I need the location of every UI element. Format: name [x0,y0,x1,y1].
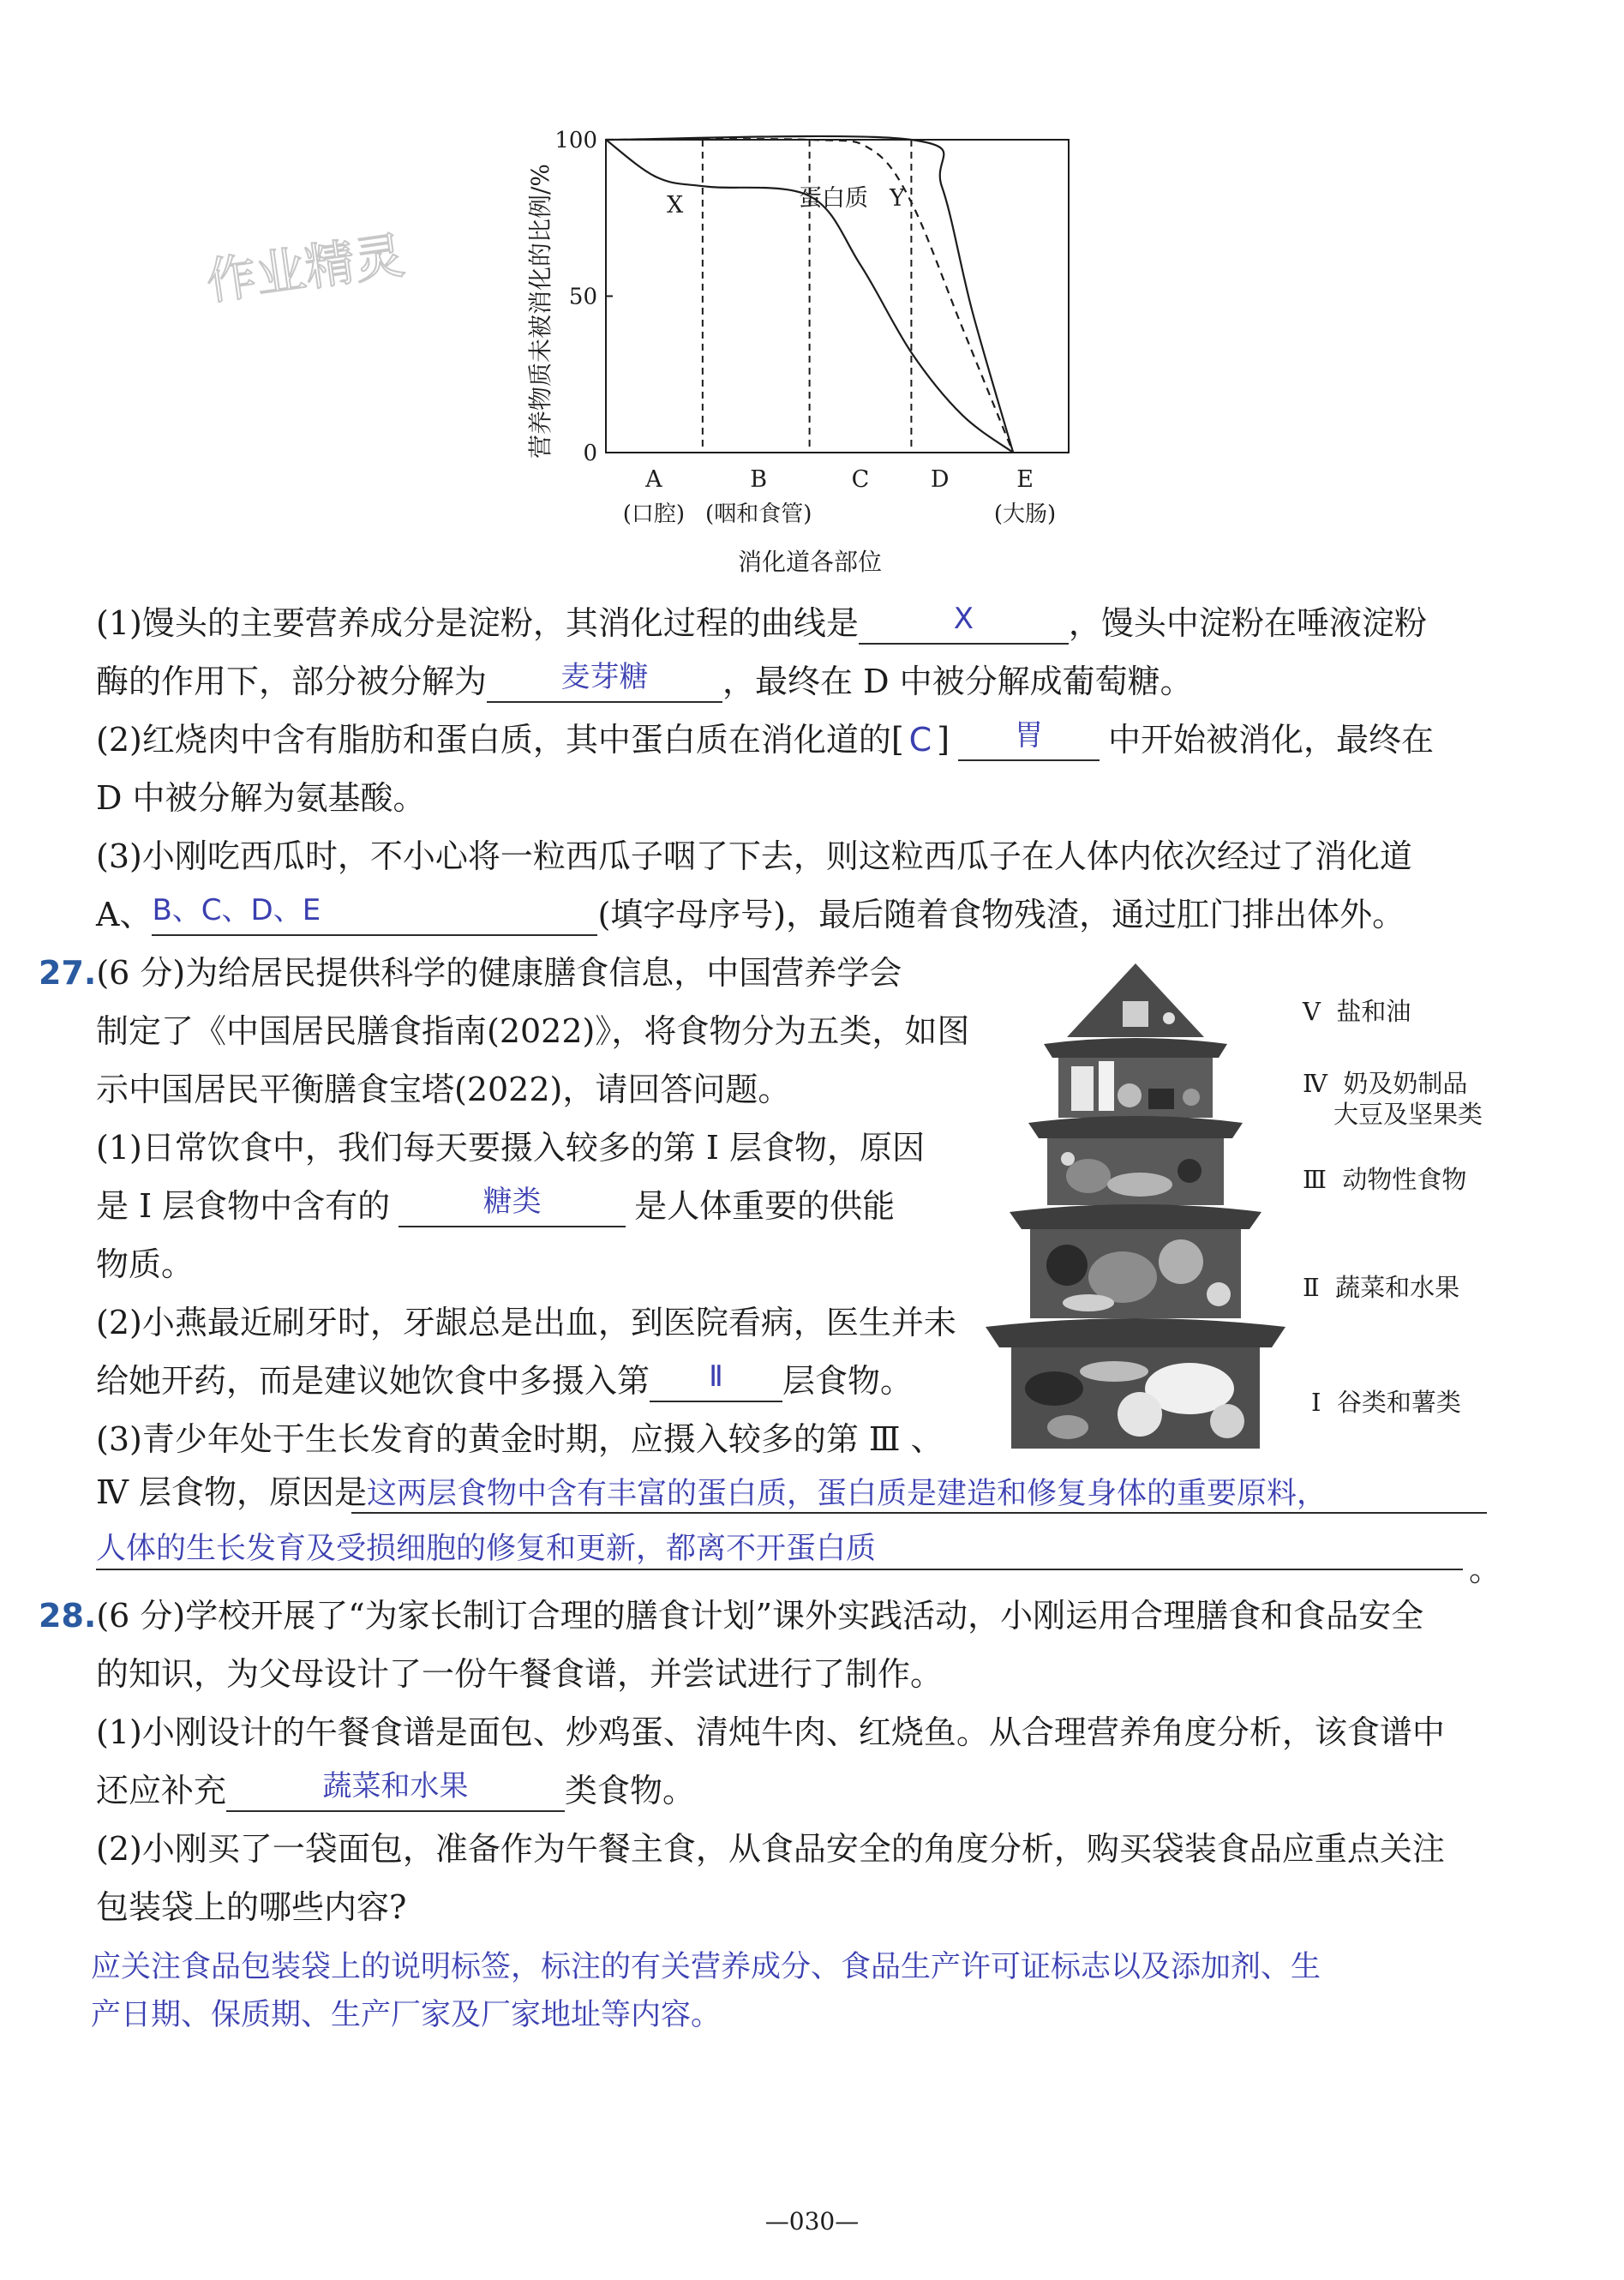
q26-blank2[interactable]: 麦芽糖 [487,662,722,703]
svg-text:作业精灵: 作业精灵 [202,225,408,312]
q26-blank4[interactable]: B、C、D、E [152,895,597,936]
q27-underline1 [351,1512,1487,1514]
q27-answer-line2: 人体的生长发育及受损细胞的修复和更新，都离不开蛋白质 [96,1532,877,1566]
x-category-name: (咽和食管) [705,501,812,527]
x-category-letter: B [750,466,768,493]
q26-letter: C [908,721,932,759]
q27-line1: 27.(6 分)为给居民提供科学的健康膳食信息，中国营养学会 [39,954,902,992]
pyramid-level-4 [1044,1038,1227,1118]
q28-answer-line1: 应关注食品包装袋上的说明标签，标注的有关营养成分、食品生产许可证标志以及添加剂、生 [91,1950,1321,1984]
chart-y-label: 营养物质未被消化的比例/% [526,163,554,459]
y-tick-label: 100 [554,128,597,153]
page-number: —030— [764,2207,860,2235]
q28-line5: (2)小刚买了一袋面包，准备作为午餐主食，从食品安全的角度分析，购买袋装食品应重点关注 [96,1830,1445,1868]
x-category-name: (大肠) [993,501,1057,527]
pyramid-label-4: Ⅳ 奶及奶制品 [1303,1069,1468,1098]
x-category-letter: D [930,466,950,493]
q26-blank1[interactable]: X [859,603,1069,645]
y-tick-label: 0 [583,441,597,466]
curve-label-y: Y [890,185,905,212]
pyramid-label-5: Ⅴ 盐和油 [1303,997,1411,1026]
q28-line4: 还应补充 蔬菜和水果 类食物。 [96,1769,695,1812]
q28-line1: 28.(6 分)学校开展了“为家长制订合理的膳食计划”课外实践活动，小刚运用合理膳食和食品安全 [39,1597,1424,1635]
q26-line5: (3)小刚吃西瓜时，不小心将一粒西瓜子咽了下去，则这粒西瓜子在人体内依次经过了消化道 [96,837,1412,875]
q26-line2: 酶的作用下，部分被分解为 麦芽糖 ，最终在 D 中被分解成葡萄糖。 [96,660,1193,703]
q27-line5: 是 Ⅰ 层食物中含有的 糖类 是人体重要的供能 [96,1185,895,1227]
chart-x-label: 消化道各部位 [737,548,883,576]
x-category-letter: A [645,466,662,493]
q27-line9: (3)青少年处于生长发育的黄金时期，应摄入较多的第 Ⅲ 、 [96,1420,944,1458]
x-category-letter: C [851,466,870,493]
pyramid-level-1 [986,1318,1285,1449]
y-tick-label: 50 [568,284,597,310]
q26-line3: (2)红烧肉中含有脂肪和蛋白质，其中蛋白质在消化道的[ C ] 胃 中开始被消化，最终在 [96,718,1434,761]
curve-label-x: X [667,192,684,219]
pyramid-label-1: Ⅰ 谷类和薯类 [1311,1388,1461,1417]
q27-blank2[interactable]: Ⅱ [650,1361,782,1402]
q26-line1: (1)馒头的主要营养成分是淀粉，其消化过程的曲线是 X ，馒头中淀粉在唾液淀粉 [96,602,1427,645]
q28-answer-line2: 产日期、保质期、生产厂家及厂家地址等内容。 [91,1998,722,2032]
q28-line3: (1)小刚设计的午餐食谱是面包、炒鸡蛋、清炖牛肉、红烧鱼。从合理营养角度分析，该食谱中 [96,1713,1445,1751]
q26-line4: D 中被分解为氨基酸。 [96,779,426,817]
pyramid-label-4b: 大豆及坚果类 [1333,1100,1483,1129]
q27-line10: Ⅳ 层食物，原因是这两层食物中含有丰富的蛋白质，蛋白质是建造和修复身体的重要原料， [96,1473,1327,1511]
q28-number: 28. [39,1597,97,1635]
pyramid-label-3: Ⅲ 动物性食物 [1303,1165,1467,1194]
q26-line6: A、 B、C、D、E (填字母序号)，最后随着食物残渣，通过肛门排出体外。 [96,893,1405,936]
curve-label-protein: 蛋白质 [799,185,868,212]
q27-answer-line1: 这两层食物中含有丰富的蛋白质，蛋白质是建造和修复身体的重要原料， [367,1477,1327,1511]
q27-end-mark: 。 [1469,1551,1502,1588]
q27-underline2 [96,1569,1463,1570]
q27-line2: 制定了《中国居民膳食指南(2022)》，将食物分为五类，如图 [96,1012,970,1050]
q27-blank1[interactable]: 糖类 [399,1186,626,1227]
pyramid-level-5 [1067,963,1204,1037]
q27-line8: 给她开药，而是建议她饮食中多摄入第 Ⅱ 层食物。 [96,1359,913,1402]
q27-line7: (2)小燕最近刷牙时，牙龈总是出血，到医院看病，医生并未 [96,1304,956,1341]
q27-line6: 物质。 [96,1245,195,1283]
digestion-chart [202,120,1097,583]
pyramid-level-2 [1010,1204,1261,1318]
q28-blank1[interactable]: 蔬菜和水果 [226,1771,565,1812]
q27-line3: 示中国居民平衡膳食宝塔(2022)，请回答问题。 [96,1071,791,1108]
x-category-name: (口腔) [622,501,685,527]
q28-line6: 包装袋上的哪些内容? [96,1888,407,1926]
q27-number: 27. [39,954,97,992]
pyramid-label-2: Ⅱ 蔬菜和水果 [1303,1273,1460,1302]
q26-blank3[interactable]: 胃 [958,720,1100,761]
pyramid-level-3 [1028,1116,1243,1205]
chart-watermark [203,226,408,312]
x-category-letter: E [1016,466,1034,493]
q28-line2: 的知识，为父母设计了一份午餐食谱，并尝试进行了制作。 [96,1655,944,1693]
food-pyramid [986,960,1285,1453]
q27-line4: (1)日常饮食中，我们每天要摄入较多的第 Ⅰ 层食物，原因 [96,1129,925,1167]
